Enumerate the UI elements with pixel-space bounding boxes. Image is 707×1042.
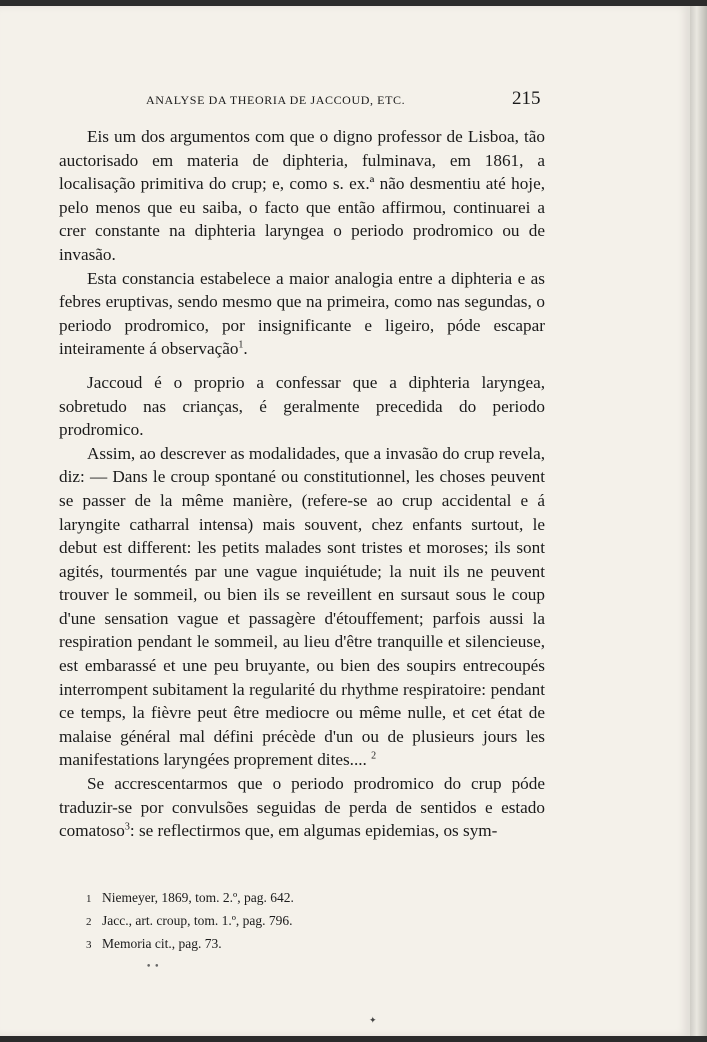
footnote-ref: 2	[371, 750, 377, 762]
running-title: ANALYSE DA THEORIA DE JACCOUD, ETC.	[146, 93, 406, 107]
paragraph: Jaccoud é o proprio a confessar que a diphteria laryngea, sobretudo nas crianças, é geralmente precedida do periodo prodromico.	[59, 372, 545, 440]
footnote: 3 Memoria cit., pag. 73.	[86, 936, 222, 951]
page-edge	[690, 6, 707, 1036]
footnote-ref: 1	[238, 339, 244, 351]
body-text	[59, 125, 545, 843]
footnote: 1 Niemeyer, 1869, tom. 2.º, pag. 642.	[86, 890, 294, 905]
footnotes	[86, 887, 546, 956]
footnote-ref: 3	[124, 821, 130, 833]
paragraph: Se accrescentarmos que o periodo prodromico do crup póde traduzir-se por convulsões seguidas de perda de sentidos e estado comatoso$^3$: se reflectirmos que, em algumas epidemias, os sym-	[59, 774, 545, 841]
paragraph: Eis um dos argumentos com que o digno professor de Lisboa, tão auctorisado em materia de diphteria, fulminava, em 1861, a localisação primitiva do crup; e, como s. ex.ª não desmentiu até hoje, pelo menos que eu saiba, o facto que então affirmou, continuarei a crer constante na diphteria laryngea o periodo prodromico ou de invasão.	[59, 127, 545, 264]
paragraph: Assim, ao descrever as modalidades, que a invasão do crup revela, diz: — Dans le croup spontané ou constitutionnel, les choses peuvent se passer de la même manière, (refere-se ao crup accidental e á laryngite catharral intensa) mais souvent, chez enfants surtout, le debut est different: les petits malades sont tristes et moroses; ils sont agités, tourmentés par une vague inquiétude; la nuit ils ne peuvent trouver le sommeil, ou bien ils se reveillent en sursaut sous le coup d'une sensation vague et passagère d'étouffement; parfois aussi la respiration pendant le sommeil, au lieu d'être tranquille et silencieuse, est embarassé et une peu bruyante, ou bien des soupirs entrecoupés interrompent subitament la regularité du rhythme respiratoire: pendant ce temps, la fièvre peut être mediocre ou même nulle, et cet état de malaise général mal défini précède d'un ou de plusieurs jours les manifestations laryngées proprement dites.... $^2$	[59, 443, 545, 770]
running-head	[146, 92, 546, 108]
footnote: 2 Jacc., art. croup, tom. 1.º, pag. 796.	[86, 913, 293, 928]
print-speck: • •	[146, 962, 160, 972]
page-number: 215	[512, 88, 541, 109]
print-mark: ✦	[369, 1016, 377, 1026]
paragraph: Esta constancia estabelece a maior analogia entre a diphteria e as febres eruptivas, sendo mesmo que na primeira, como nas segundas, o periodo prodromico, por insignificante e ligeiro, póde escapar inteiramente á observação$^1$.	[59, 268, 545, 359]
